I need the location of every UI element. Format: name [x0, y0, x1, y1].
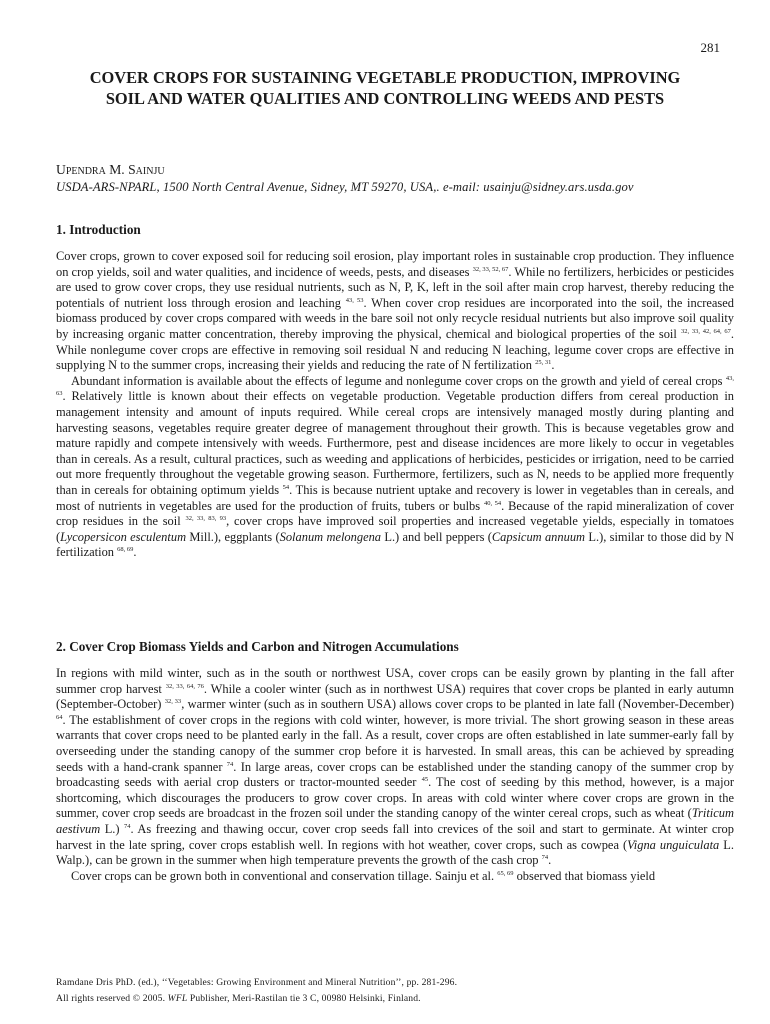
citation: 54 — [282, 483, 290, 491]
section-1-body — [56, 249, 734, 561]
species-name: Lycopersicon esculentum — [60, 529, 187, 544]
footer-citation: Ramdane Dris PhD. (ed.), ‘‘Vegetables: Growing Environment and Mineral Nutrition’’, pp. 281-296. — [56, 977, 458, 988]
author-name: Upendra M. Sainju — [56, 162, 165, 177]
paragraph: Cover crops can be grown both in conventional and conservation tillage. Sainju et al. $^{65, 69}$ observed that biomass yield — [71, 868, 656, 883]
citation: 32, 33, 64, 76 — [165, 682, 204, 690]
citation: 32, 33, 42, 64, 67 — [681, 327, 731, 335]
species-name: Vigna unguiculata — [627, 837, 720, 852]
title-line-2: SOIL AND WATER QUALITIES AND CONTROLLING WEEDS AND PESTS — [105, 89, 665, 108]
paragraph: Abundant information is available about the effects of legume and nonlegume cover crops on the growth and yield of cereal crops $^{43, 63}$. Relatively little is known about their effects on vegetable production. Vegetable production differs from cereal production in management intensity and amount of inputs required. While cereal crops are intensively managed mostly during planting and harvesting seasons, vegetables require greater degree of management throughout their growth. This is because vegetables grow and mature rapidly and compete intensively with weeds. Furthermore, pest and disease incidences are more likely to occur in vegetables than in cereals. As a result, cultural practices, such as weeding and applications of herbicides, pesticides or irrigation, need to be carried out more frequently throughout the vegetable growing season. Furthermore, fertilizers, such as N, needs to be applied more frequently than in cereals for obtaining optimum yields $^{54}$. This is because nutrient uptake and recovery is lower in vegetables than in cereals, and most of nutrients in vegetables are used for the production of fruits, tubers or bulbs $^{40, 54}$. Because of the rapid mineralization of cover crop residues in the soil $^{32, 33, 83, 93}$, cover crops have improved soil properties and increased vegetable yields, especially in tomatoes (Lycopersicon esculentum Mill.), eggplants (Solanum melongena L.) and bell peppers (Capsicum annuum L.), similar to those did by N fertilization $^{68, 69}$. — [56, 373, 735, 560]
section-2-body — [56, 666, 734, 884]
citation: 74 — [124, 822, 131, 830]
citation: 25, 31 — [535, 359, 552, 367]
section-2-heading: 2. Cover Crop Biomass Yields and Carbon and Nitrogen Accumulations — [56, 639, 459, 654]
citation: 32, 33, 52, 67 — [472, 265, 509, 273]
paper-title — [40, 67, 730, 109]
citation: 45 — [421, 776, 429, 784]
section-1-heading: 1. Introduction — [56, 222, 141, 237]
title-line-1: COVER CROPS FOR SUSTAINING VEGETABLE PRODUCTION, IMPROVING — [89, 68, 681, 87]
paragraph: Cover crops, grown to cover exposed soil for reducing soil erosion, play important roles in sustainable crop production. They influence on crop yields, soil and water qualities, and incidence of weeds, pests, and diseases $^{32, 33, 52, 67}$. While no fertilizers, herbicides or pesticides are used to grow cover crops, they use residual nutrients, such as N, P, K, left in the soil after main crop harvest, thereby reducing the potentials of nutrient loss through erosion and leaching $^{43, 53}$. When cover crop residues are incorporated into the soil, the increased biomass produced by cover crops compared with weeds in the bare soil not only recycle residual nutrients but also improve soil quality by increasing organic matter concentration, thereby improving the physical, chemical and biological properties of the soil $^{32, 33, 42, 64, 67}$. While nonlegume cover crops are effective in removing soil residual N and reducing N leaching, legume cover crops are effective in supplying N to the summer crops, increasing their yields and reducing the rate of N fertilization $^{25, 31}$. — [56, 249, 735, 373]
species-name: Capsicum annuum — [491, 529, 586, 544]
citation: 74 — [226, 760, 234, 768]
citation: 40, 54 — [484, 499, 502, 507]
citation: 32, 33 — [164, 698, 182, 706]
author-affiliation: USDA-ARS-NPARL, 1500 North Central Avenue, Sidney, MT 59270, USA,. e-mail: usainju@sidney.ars.usda.gov — [56, 180, 634, 194]
citation: 65, 69 — [497, 869, 514, 877]
citation: 68, 69 — [117, 546, 134, 554]
species-name: Solanum melongena — [279, 529, 382, 544]
citation: 64 — [56, 713, 63, 721]
page-number: 281 — [700, 40, 720, 55]
citation: 43, 63 — [56, 374, 734, 398]
footer-copyright: All rights reserved © 2005. WFL Publisher, Meri-Rastilan tie 3 C, 00980 Helsinki, Finland. — [56, 993, 421, 1004]
species-name: Triticum aestivum — [56, 806, 734, 836]
page-footer — [56, 975, 457, 1007]
citation: 32, 33, 83, 93 — [185, 514, 227, 522]
citation: 43, 53 — [345, 296, 364, 304]
citation: 74 — [541, 853, 549, 861]
paragraph: In regions with mild winter, such as in the south or northwest USA, cover crops can be easily grown by planting in the fall after summer crop harvest $^{32, 33, 64, 76}$. While a cooler winter (such as in northwest USA) requires that cover crops be planted in early autumn (September-October) $^{32, 33}$, warmer winter (such as in southern USA) allows cover crops to be planted in late fall (November-December) $^{64}$. The establishment of cover crops in the regions with cold winter, however, is more trivial. The short growing season in these areas warrants that cover crops need to be planted early in the fall. As a result, cover crops are often established in late summer-early fall by overseeding under the standing canopy of the summer crop before it is harvested. In small areas, this can be achieved by spreading seeds with a hand-crank spanner $^{74}$. In large areas, cover crops can be established under the standing canopy of the summer crop by broadcasting seeds with aerial crop dusters or tractor-mounted seeder $^{45}$. The cost of seeding by this method, however, is a major shortcoming, which discourages the producers to grow cover crops. In areas with cold winter where cover crops are grown in the summer, cover crop seeds are broadcast in the frozen soil under the standing canopy of the winter cereal crops, such as wheat (Triticum aestivum L.) $^{74}$. As freezing and thawing occur, cover crop seeds fall into crevices of the soil and start to germinate. At winter crop harvest in the late spring, cover crops establish well. In regions with hot weather, cover crops, such as cowpea (Vigna unguiculata L. Walp.), can be grown in the summer when high temperature prevents the growth of the cash crop $^{74}$. — [56, 666, 735, 868]
